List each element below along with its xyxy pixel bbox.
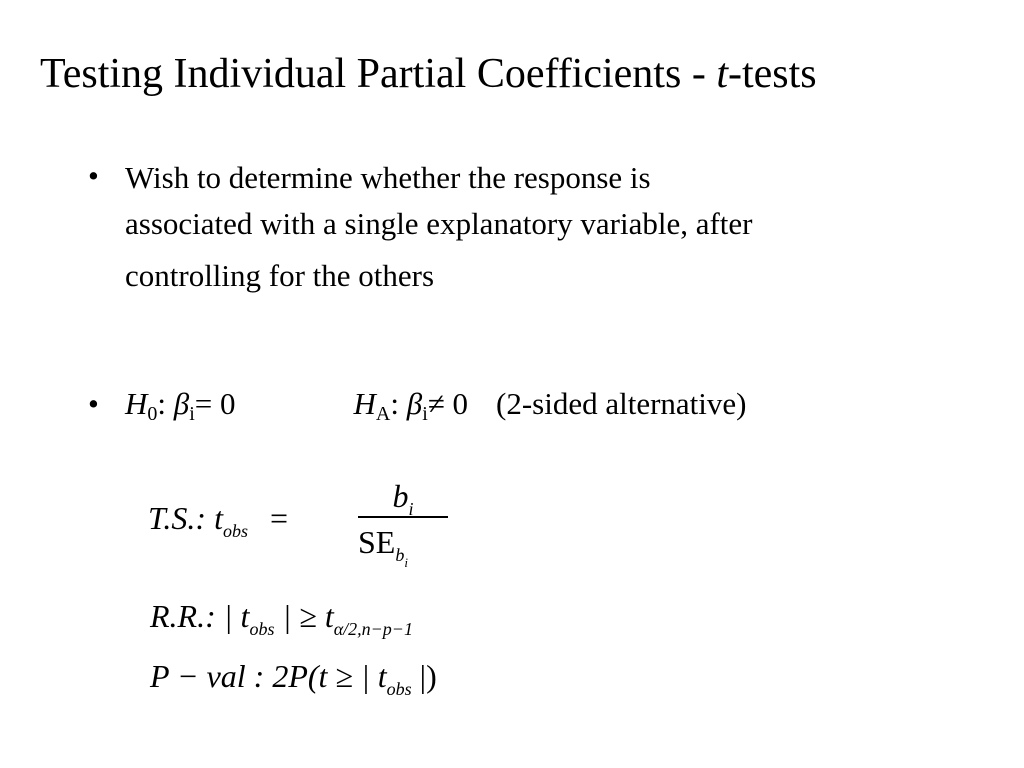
fraction-bar (358, 516, 448, 518)
ts-equals: = (269, 500, 289, 536)
hypotheses-text (125, 384, 746, 434)
title-italic-t: t (716, 51, 728, 97)
title-main: Testing Individual Partial Coefficients - (40, 51, 717, 97)
rr-sub: obs (249, 619, 275, 639)
rejection-region-formula (150, 598, 413, 640)
alt-beta: β (406, 386, 423, 421)
bullet-symbol: • (88, 158, 99, 193)
pv-sub: obs (386, 679, 412, 699)
alt-colon: : (390, 386, 399, 421)
slide-title (40, 48, 1000, 100)
null-beta: β (173, 386, 190, 421)
test-statistic-formula (148, 500, 288, 542)
ts-numerator-b: b (392, 478, 409, 514)
ts-denominator-se: SE (358, 524, 396, 560)
p-value-formula (150, 658, 437, 700)
pv-end: |) (411, 658, 437, 694)
ts-denominator-subsub: i (404, 555, 408, 570)
pv-label: P − val : 2P(t ≥ | t (150, 658, 387, 694)
ts-fraction (358, 478, 448, 578)
rr-relation: | ≥ t (274, 598, 334, 634)
null-hypothesis-var: H (125, 386, 148, 421)
bullet-line-2: associated with a single explanatory variable, after (125, 206, 753, 241)
bullet-text (125, 158, 965, 296)
ts-numerator (358, 478, 448, 520)
title-tail: -tests (727, 51, 817, 97)
bullet-symbol: • (88, 386, 99, 421)
null-hypothesis-sub: 0 (147, 403, 158, 425)
rr-critical-sub: α/2,n−p−1 (333, 619, 413, 639)
alt-hypothesis-sub: A (375, 403, 391, 425)
alternative-note: (2-sided alternative) (496, 386, 747, 421)
null-beta-sub: i (189, 403, 195, 425)
rr-label: R.R.: | t (150, 598, 250, 634)
ts-numerator-sub: i (408, 499, 414, 519)
ts-denominator (358, 524, 448, 571)
alt-relation: ≠ 0 (427, 386, 469, 421)
null-colon: : (157, 386, 167, 421)
ts-sub: obs (222, 521, 248, 541)
alt-beta-sub: i (422, 403, 428, 425)
null-relation: = 0 (194, 386, 236, 421)
bullet-line-1: Wish to determine whether the response is (125, 160, 651, 195)
ts-denominator-sub: b (395, 545, 405, 565)
bullet-line-3: controlling for the others (125, 258, 435, 293)
ts-label: T.S.: t (148, 500, 223, 536)
alt-hypothesis-var: H (353, 386, 376, 421)
